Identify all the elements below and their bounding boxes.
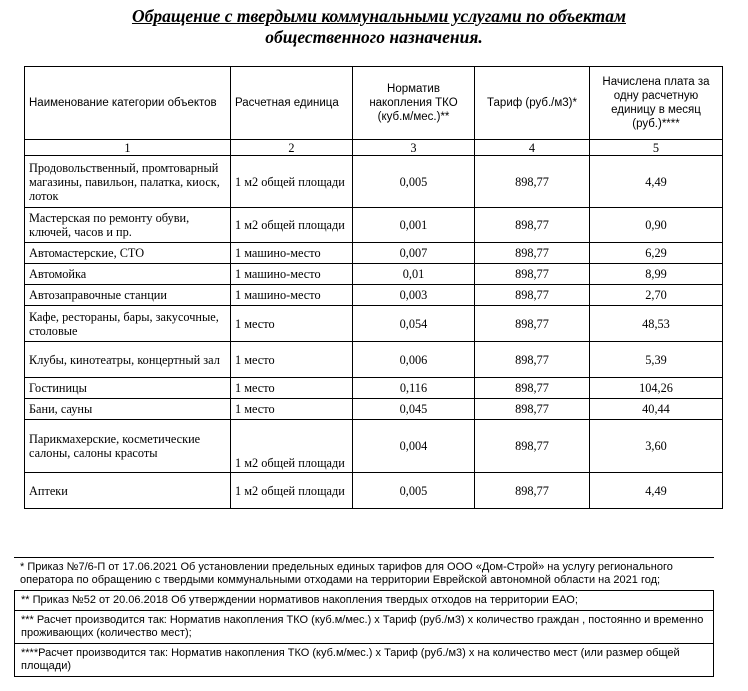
cell-tariff: 898,77 [475,342,590,378]
table-row [25,342,723,378]
cell-payment: 4,49 [590,473,723,509]
footnotes [14,557,714,677]
table-row [25,473,723,509]
header-payment: Начислена плата за одну расчетную единицу в месяц (руб.)**** [590,67,723,140]
header-norm: Норматив накопления ТКО (куб.м/мес.)** [353,67,475,140]
cell-payment: 5,39 [590,342,723,378]
cell-category: Гостиницы [25,378,231,399]
cell-payment: 104,26 [590,378,723,399]
table-row [25,420,723,473]
column-number: 2 [231,140,353,156]
cell-tariff: 898,77 [475,156,590,208]
cell-payment: 4,49 [590,156,723,208]
page-title [0,6,748,48]
cell-payment: 8,99 [590,264,723,285]
footnote-calc-places: ****Расчет производится так: Норматив накопления ТКО (куб.м/мес.) х Тариф (руб./м3) х на количество мест (или размер общей площади) [14,644,714,677]
table-row [25,285,723,306]
table-row [25,378,723,399]
cell-category: Бани, сауны [25,399,231,420]
cell-payment: 2,70 [590,285,723,306]
cell-norm: 0,003 [353,285,475,306]
table-row [25,208,723,243]
cell-tariff: 898,77 [475,243,590,264]
table-row [25,156,723,208]
cell-unit: 1 место [231,399,353,420]
cell-category: Клубы, кинотеатры, концертный зал [25,342,231,378]
title-line-2: общественного назначения. [265,27,483,47]
cell-tariff: 898,77 [475,420,590,473]
cell-category: Парикмахерские, косметические салоны, салоны красоты [25,420,231,473]
footnote-norm-order: ** Приказ №52 от 20.06.2018 Об утверждении нормативов накопления твердых отходов на территории ЕАО; [14,590,714,611]
cell-payment: 6,29 [590,243,723,264]
table-row [25,399,723,420]
title-line-1: Обращение с твердыми коммунальными услугами по объектам [131,6,627,26]
column-number-row [25,140,723,156]
cell-unit: 1 м2 общей площади [231,420,353,473]
cell-norm: 0,004 [353,420,475,473]
cell-tariff: 898,77 [475,378,590,399]
cell-tariff: 898,77 [475,306,590,342]
cell-payment: 3,60 [590,420,723,473]
cell-unit: 1 м2 общей площади [231,156,353,208]
cell-payment: 40,44 [590,399,723,420]
cell-category: Кафе, рестораны, бары, закусочные, столовые [25,306,231,342]
cell-norm: 0,054 [353,306,475,342]
cell-norm: 0,116 [353,378,475,399]
table-header-row [25,67,723,140]
table-row [25,243,723,264]
footnote-calc-residents: *** Расчет производится так: Норматив накопления ТКО (куб.м/мес.) х Тариф (руб./м3) х количество граждан , постоянно и временно проживающих (количество мест); [14,611,714,644]
cell-unit: 1 место [231,342,353,378]
cell-norm: 0,001 [353,208,475,243]
cell-unit: 1 место [231,378,353,399]
cell-category: Аптеки [25,473,231,509]
table-row [25,264,723,285]
cell-norm: 0,005 [353,473,475,509]
cell-norm: 0,01 [353,264,475,285]
cell-norm: 0,007 [353,243,475,264]
cell-tariff: 898,77 [475,208,590,243]
cell-unit: 1 машино-место [231,264,353,285]
table-row [25,306,723,342]
header-category: Наименование категории объектов [25,67,231,140]
cell-unit: 1 м2 общей площади [231,208,353,243]
cell-payment: 48,53 [590,306,723,342]
cell-tariff: 898,77 [475,264,590,285]
cell-unit: 1 м2 общей площади [231,473,353,509]
cell-norm: 0,045 [353,399,475,420]
cell-tariff: 898,77 [475,285,590,306]
cell-unit: 1 машино-место [231,285,353,306]
cell-category: Продовольственный, промтоварный магазины, павильон, палатка, киоск, лоток [25,156,231,208]
cell-category: Автомастерские, СТО [25,243,231,264]
cell-category: Автомойка [25,264,231,285]
tariff-table [24,66,723,509]
cell-tariff: 898,77 [475,399,590,420]
cell-category: Автозаправочные станции [25,285,231,306]
cell-unit: 1 место [231,306,353,342]
column-number: 4 [475,140,590,156]
cell-norm: 0,006 [353,342,475,378]
footnote-tariff-order: * Приказ №7/6-П от 17.06.2021 Об установлении предельных единых тарифов для ООО «Дом-Строй» на услугу регионального оператора по обращению с твердыми коммунальными отходами на территории Еврейской автономной области на 2021 год; [20,561,673,586]
cell-tariff: 898,77 [475,473,590,509]
column-number: 5 [590,140,723,156]
column-number: 3 [353,140,475,156]
cell-unit: 1 машино-место [231,243,353,264]
cell-category: Мастерская по ремонту обуви, ключей, часов и пр. [25,208,231,243]
header-tariff: Тариф (руб./м3)* [475,67,590,140]
header-unit: Расчетная единица [231,67,353,140]
cell-norm: 0,005 [353,156,475,208]
cell-payment: 0,90 [590,208,723,243]
column-number: 1 [25,140,231,156]
